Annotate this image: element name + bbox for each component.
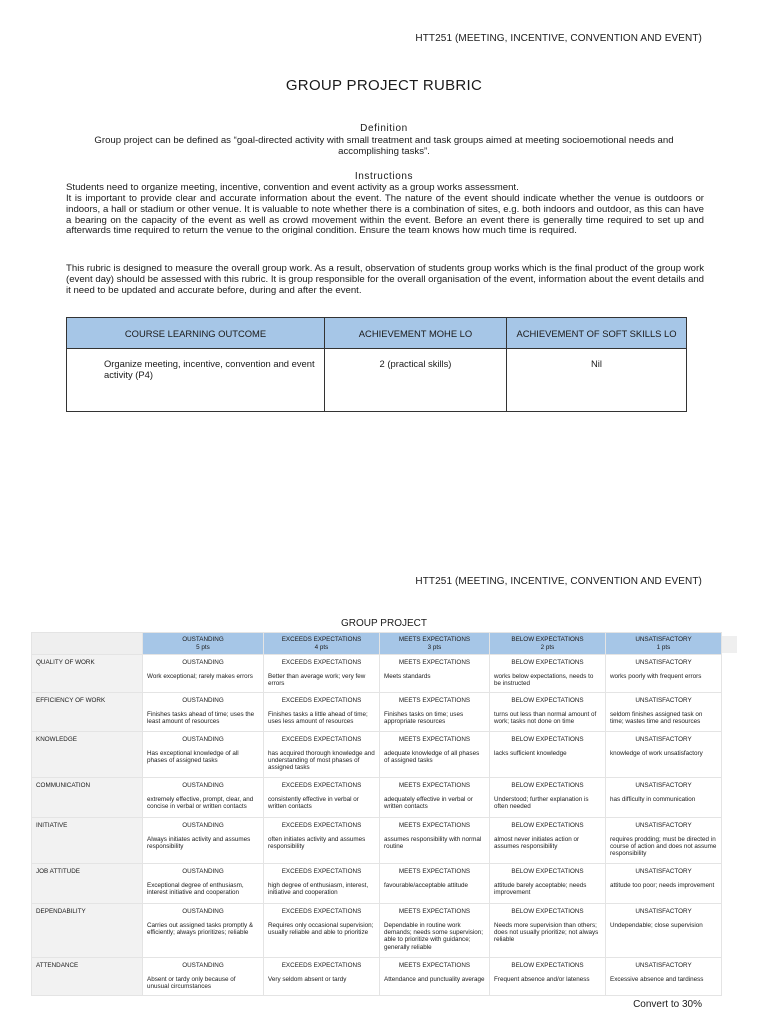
cell-level-label: MEETS EXPECTATIONS <box>398 697 471 704</box>
cell-level-label: MEETS EXPECTATIONS <box>398 962 471 969</box>
rubric-cell <box>143 778 264 818</box>
cell-level-label: EXCEEDS EXPECTATIONS <box>281 697 362 704</box>
cell-description: adequately effective in verbal or written contacts <box>384 796 473 811</box>
level-points: 3 pts <box>427 643 442 651</box>
course-code-header: HTT251 (MEETING, INCENTIVE, CONVENTION AND EVENT) <box>415 576 702 587</box>
instructions-line: Students need to organize meeting, incentive, convention and event activity as a group works assessment. <box>66 182 519 193</box>
cell-level-label: BELOW EXPECTATIONS <box>511 659 584 666</box>
instructions-paragraph: It is important to provide clear and accurate information about the event. The nature of the event should indicate whether the venue is outdoors or indoors, a hall or stadium or other venue. It is valuable to note whether there is a combination of sites, e.g. both indoors and outdoor, as this can have a bearing on the capacity of the event as well as crowd movement within the event. Before an event there is generally time required to set up and afterwards time required to return the venue to the original condition. Ensure the team knows how much time is required. <box>66 193 704 237</box>
rubric-row <box>32 778 722 818</box>
rubric-paragraph: This rubric is designed to measure the overall group work. As a result, observation of students group works which is the final product of the group work (event day) should be assessed with this rubric. It is group responsible for the overall organisation of the event, information about the event details and it need to be updated and accurate before, during and after the event. <box>66 263 704 296</box>
cell-level-label: BELOW EXPECTATIONS <box>511 908 584 915</box>
cell-description: Dependable in routine work demands; needs some supervision; able to prioritize with guidance; generally reliable <box>384 922 484 951</box>
cell-description: turns out less than normal amount of work; tasks not done on time <box>494 711 597 726</box>
rubric-header-row <box>32 633 722 655</box>
cell-level-label: BELOW EXPECTATIONS <box>511 736 584 743</box>
course-code-header: HTT251 (MEETING, INCENTIVE, CONVENTION AND EVENT) <box>415 33 702 44</box>
level-name: MEETS EXPECTATIONS <box>398 636 471 643</box>
cell-level-label: MEETS EXPECTATIONS <box>398 736 471 743</box>
cell-level-label: UNSATISFACTORY <box>635 697 692 704</box>
rubric-cell <box>490 904 606 958</box>
level-header <box>264 633 380 655</box>
cell-description: Work exceptional; rarely makes errors <box>147 673 253 680</box>
cell-description: has acquired thorough knowledge and understanding of most phases of assigned tasks <box>268 750 375 772</box>
rubric-cell <box>606 655 722 693</box>
definition-heading: Definition <box>360 123 408 134</box>
cell-level-label: BELOW EXPECTATIONS <box>511 868 584 875</box>
level-header <box>490 633 606 655</box>
level-points: 2 pts <box>540 643 555 651</box>
cell-description: Very seldom absent or tardy <box>268 976 347 983</box>
cell-level-label: UNSATISFACTORY <box>635 736 692 743</box>
rubric-cell <box>264 732 380 778</box>
cell-level-label: EXCEEDS EXPECTATIONS <box>281 736 362 743</box>
cell-description: attitude too poor; needs improvement <box>610 882 715 889</box>
cell-description: Understood; further explanation is often needed <box>494 796 589 811</box>
level-header <box>380 633 490 655</box>
rubric-cell <box>143 655 264 693</box>
clo-outcome-cell: Organize meeting, incentive, convention and event activity (P4) <box>67 349 325 412</box>
clo-table <box>66 317 687 412</box>
rubric-cell <box>606 904 722 958</box>
cell-level-label: MEETS EXPECTATIONS <box>398 868 471 875</box>
clo-header-outcome: COURSE LEARNING OUTCOME <box>67 318 325 349</box>
level-points: 5 pts <box>196 643 210 651</box>
cell-description: Attendance and punctuality average <box>384 976 485 983</box>
rubric-cell <box>490 818 606 864</box>
rubric-cell <box>606 693 722 732</box>
level-name: UNSATISFACTORY <box>635 636 692 643</box>
cell-description: works poorly with frequent errors <box>610 673 702 680</box>
rubric-cell <box>264 818 380 864</box>
clo-header-mohe: ACHIEVEMENT MOHE LO <box>325 318 507 349</box>
cell-level-label: MEETS EXPECTATIONS <box>398 908 471 915</box>
rubric-row <box>32 655 722 693</box>
criterion-name: KNOWLEDGE <box>32 732 143 778</box>
rubric-cell <box>380 655 490 693</box>
instructions-heading: Instructions <box>354 171 414 182</box>
cell-level-label: BELOW EXPECTATIONS <box>511 697 584 704</box>
cell-level-label: OUSTANDING <box>182 868 224 875</box>
cell-description: Meets standards <box>384 673 431 680</box>
rubric-cell <box>143 732 264 778</box>
level-header <box>606 633 722 655</box>
rubric-cell <box>143 864 264 904</box>
rubric-cell <box>264 778 380 818</box>
cell-description: seldom finishes assigned task on time; wastes time and resources <box>610 711 703 726</box>
rubric-cell <box>380 818 490 864</box>
rubric-cell <box>380 732 490 778</box>
cell-description: requires prodding; must be directed in course of action and does not assume responsibility <box>610 836 717 858</box>
table-edge-decoration <box>721 636 737 653</box>
rubric-table <box>31 632 722 996</box>
cell-description: Excessive absence and tardiness <box>610 976 704 983</box>
rubric-body <box>32 655 722 996</box>
cell-level-label: UNSATISFACTORY <box>635 822 692 829</box>
cell-level-label: OUSTANDING <box>182 908 224 915</box>
clo-row <box>67 349 687 412</box>
rubric-cell <box>380 904 490 958</box>
cell-level-label: UNSATISFACTORY <box>635 868 692 875</box>
definition-text: Group project can be defined as “goal-directed activity with small treatment and task groups aimed at meeting socioemotional needs and accomplishing tasks”. <box>94 135 674 157</box>
clo-mohe-cell: 2 (practical skills) <box>325 349 507 412</box>
criterion-name: INITIATIVE <box>32 818 143 864</box>
cell-level-label: OUSTANDING <box>182 659 224 666</box>
cell-description: Finishes tasks on time; uses appropriate resources <box>384 711 464 726</box>
cell-level-label: EXCEEDS EXPECTATIONS <box>281 659 362 666</box>
group-project-heading: GROUP PROJECT <box>341 618 427 629</box>
rubric-cell <box>380 958 490 996</box>
cell-level-label: OUSTANDING <box>182 962 224 969</box>
cell-description: extremely effective, prompt, clear, and concise in verbal or written contacts <box>147 796 254 811</box>
criterion-name: QUALITY OF WORK <box>32 655 143 693</box>
cell-level-label: MEETS EXPECTATIONS <box>398 782 471 789</box>
convert-note: Convert to 30% <box>633 999 702 1010</box>
cell-description: Absent or tardy only because of unusual circumstances <box>147 976 236 991</box>
cell-level-label: OUSTANDING <box>182 736 224 743</box>
cell-level-label: UNSATISFACTORY <box>635 962 692 969</box>
cell-description: Better than average work; very few errors <box>268 673 366 688</box>
cell-description: assumes responsibility with normal routine <box>384 836 482 851</box>
rubric-cell <box>380 778 490 818</box>
cell-level-label: UNSATISFACTORY <box>635 908 692 915</box>
rubric-corner-cell <box>32 633 143 655</box>
cell-level-label: BELOW EXPECTATIONS <box>511 822 584 829</box>
rubric-cell <box>490 864 606 904</box>
cell-description: Exceptional degree of enthusiasm, interest initiative and cooperation <box>147 882 244 897</box>
cell-level-label: EXCEEDS EXPECTATIONS <box>281 908 362 915</box>
cell-description: Requires only occasional supervision; usually reliable and able to prioritize <box>268 922 374 937</box>
rubric-cell <box>490 958 606 996</box>
cell-level-label: EXCEEDS EXPECTATIONS <box>281 962 362 969</box>
cell-description: almost never initiates action or assumes responsibility <box>494 836 580 851</box>
rubric-row <box>32 732 722 778</box>
criterion-name: JOB ATTITUDE <box>32 864 143 904</box>
cell-level-label: EXCEEDS EXPECTATIONS <box>281 822 362 829</box>
cell-description: has difficulty in communication <box>610 796 696 803</box>
rubric-cell <box>143 904 264 958</box>
rubric-row <box>32 818 722 864</box>
cell-level-label: BELOW EXPECTATIONS <box>511 962 584 969</box>
rubric-row <box>32 904 722 958</box>
cell-level-label: UNSATISFACTORY <box>635 782 692 789</box>
level-name: EXCEEDS EXPECTATIONS <box>281 636 362 643</box>
rubric-row <box>32 693 722 732</box>
criterion-name: COMMUNICATION <box>32 778 143 818</box>
rubric-cell <box>264 693 380 732</box>
cell-description: Always initiates activity and assumes responsibility <box>147 836 251 851</box>
level-name: OUSTANDING <box>182 636 224 643</box>
cell-description: Has exceptional knowledge of all phases of assigned tasks <box>147 750 239 765</box>
cell-description: consistently effective in verbal or written contacts <box>268 796 359 811</box>
cell-description: high degree of enthusiasm, interest, initiative and cooperation <box>268 882 369 897</box>
cell-description: Needs more supervision than others; does not usually prioritize; not always reliable <box>494 922 599 944</box>
rubric-cell <box>264 655 380 693</box>
rubric-cell <box>380 693 490 732</box>
cell-description: knowledge of work unsatisfactory <box>610 750 703 757</box>
level-points: 1 pts <box>656 643 671 651</box>
cell-level-label: EXCEEDS EXPECTATIONS <box>281 868 362 875</box>
cell-description: often initiates activity and assumes responsibility <box>268 836 366 851</box>
rubric-cell <box>606 818 722 864</box>
criterion-name: EFFICIENCY OF WORK <box>32 693 143 732</box>
clo-header-softskills: ACHIEVEMENT OF SOFT SKILLS LO <box>507 318 687 349</box>
rubric-cell <box>143 958 264 996</box>
rubric-cell <box>264 864 380 904</box>
cell-description: lacks sufficient knowledge <box>494 750 567 757</box>
cell-level-label: EXCEEDS EXPECTATIONS <box>281 782 362 789</box>
rubric-cell <box>264 958 380 996</box>
cell-level-label: OUSTANDING <box>182 822 224 829</box>
clo-softskills-cell: Nil <box>507 349 687 412</box>
rubric-row <box>32 864 722 904</box>
cell-level-label: MEETS EXPECTATIONS <box>398 822 471 829</box>
criterion-name: DEPENDABILITY <box>32 904 143 958</box>
cell-level-label: OUSTANDING <box>182 782 224 789</box>
cell-description: Finishes tasks ahead of time; uses the least amount of resources <box>147 711 255 726</box>
cell-description: Undependable; close supervision <box>610 922 703 929</box>
rubric-cell <box>490 732 606 778</box>
rubric-row <box>32 958 722 996</box>
criterion-name: ATTENDANCE <box>32 958 143 996</box>
rubric-cell <box>606 732 722 778</box>
cell-description: works below expectations, needs to be instructed <box>494 673 594 688</box>
cell-level-label: UNSATISFACTORY <box>635 659 692 666</box>
rubric-cell <box>380 864 490 904</box>
page-title: GROUP PROJECT RUBRIC <box>285 77 483 94</box>
cell-description: adequate knowledge of all phases of assigned tasks <box>384 750 480 765</box>
rubric-cell <box>606 778 722 818</box>
level-points: 4 pts <box>314 643 329 651</box>
rubric-cell <box>490 693 606 732</box>
rubric-cell <box>490 655 606 693</box>
cell-description: Frequent absence and/or lateness <box>494 976 590 983</box>
level-name: BELOW EXPECTATIONS <box>511 636 584 643</box>
cell-level-label: BELOW EXPECTATIONS <box>511 782 584 789</box>
rubric-cell <box>143 818 264 864</box>
cell-description: Carries out assigned tasks promptly & efficiently; always prioritizes; reliable <box>147 922 254 937</box>
cell-level-label: OUSTANDING <box>182 697 224 704</box>
rubric-cell <box>264 904 380 958</box>
cell-description: Finishes tasks a little ahead of time; uses less amount of resources <box>268 711 368 726</box>
cell-description: favourable/acceptable attitude <box>384 882 469 889</box>
rubric-cell <box>606 958 722 996</box>
cell-description: attitude barely acceptable; needs improvement <box>494 882 587 897</box>
cell-level-label: MEETS EXPECTATIONS <box>398 659 471 666</box>
level-header <box>143 633 264 655</box>
clo-header-row <box>67 318 687 349</box>
rubric-cell <box>490 778 606 818</box>
rubric-cell <box>143 693 264 732</box>
rubric-cell <box>606 864 722 904</box>
